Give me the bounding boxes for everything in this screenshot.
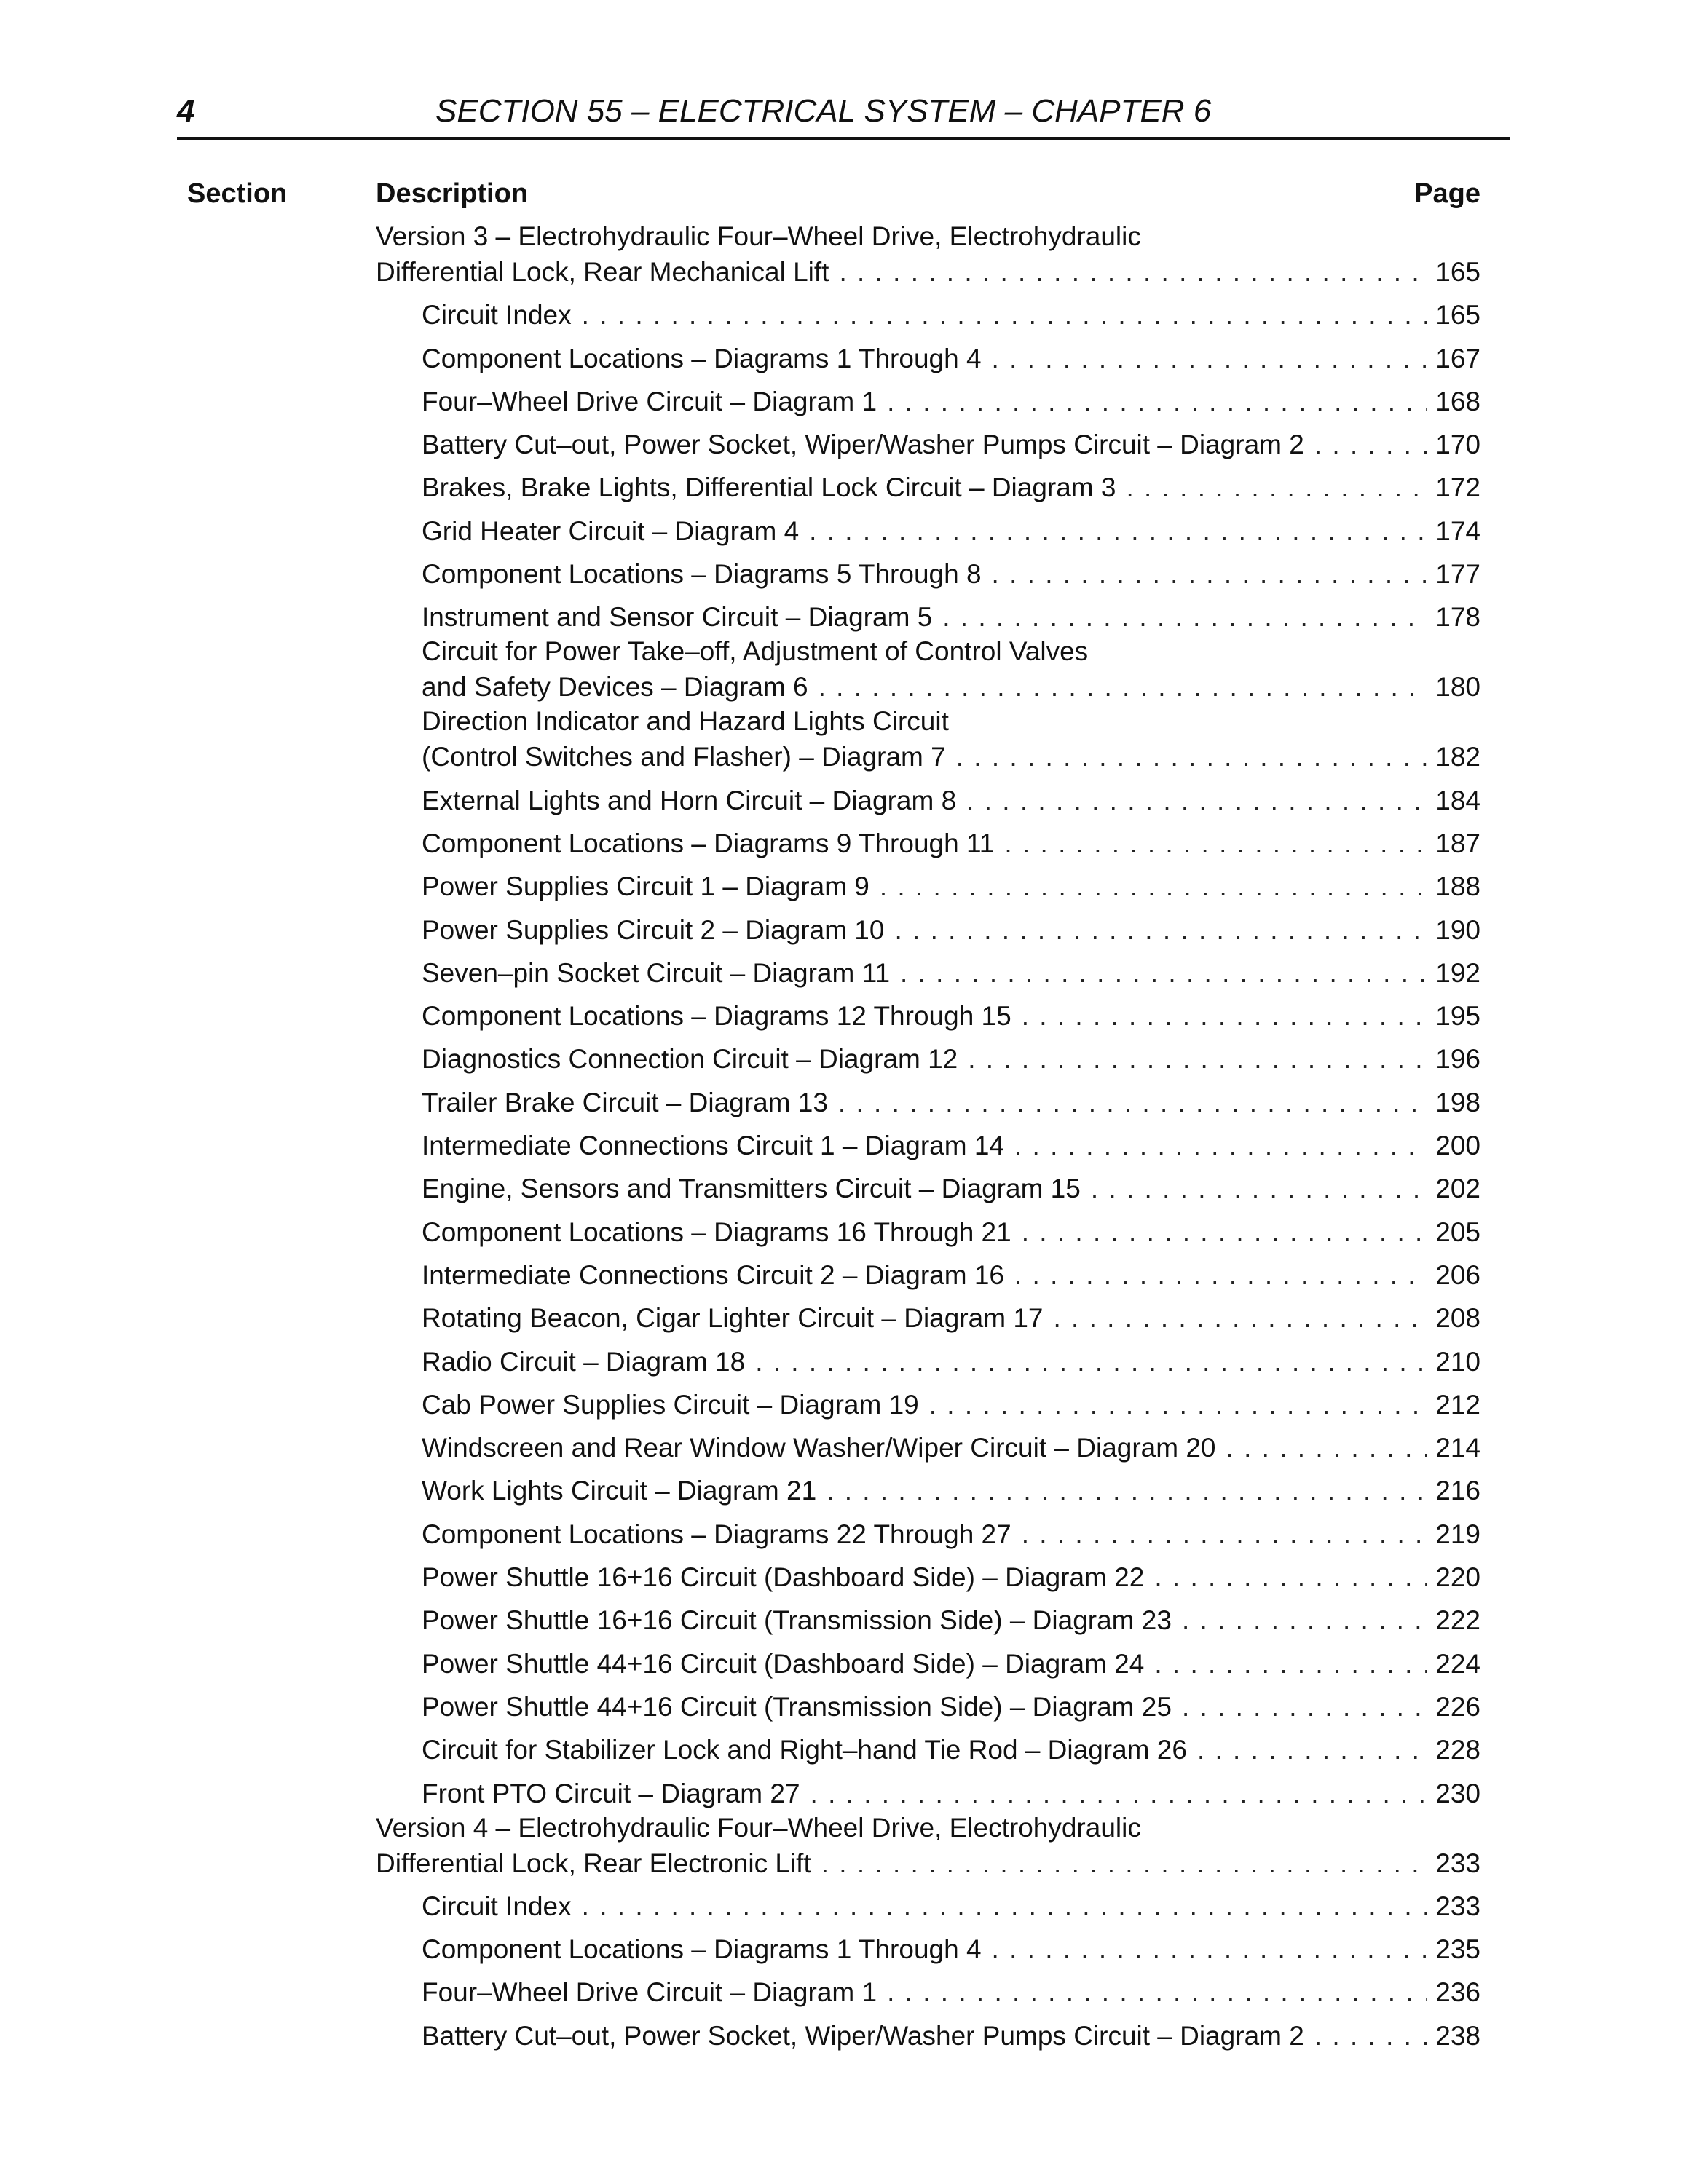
toc-entry-page: 174 (1435, 515, 1480, 546)
dot-leader (582, 301, 1427, 328)
toc-entry (0, 552, 1688, 595)
toc-entry-page: 236 (1435, 1977, 1480, 2008)
toc-entry (0, 1339, 1688, 1382)
toc-entry (0, 821, 1688, 864)
toc-entry-page: 165 (1435, 257, 1480, 287)
toc-entry (0, 864, 1688, 907)
dot-leader (1091, 1175, 1427, 1202)
toc-entry-label: Circuit Index (422, 1891, 572, 1921)
toc-entry-label: Component Locations – Diagrams 1 Through 4 (422, 1934, 982, 1965)
page-number: 4 (177, 93, 195, 129)
dot-leader (929, 1391, 1427, 1418)
toc-entry-label: and Safety Devices – Diagram 6 (422, 672, 808, 703)
toc-entry-label: Brakes, Brake Lights, Differential Lock Circuit – Diagram 3 (422, 472, 1116, 503)
toc-entry-page: 233 (1435, 1891, 1480, 1921)
toc-entry-label: Instrument and Sensor Circuit – Diagram 5 (422, 602, 933, 633)
toc-entry-label: Power Shuttle 16+16 Circuit (Dashboard Side) – Diagram 22 (422, 1562, 1145, 1593)
toc-entry (0, 708, 1688, 778)
toc-entry (0, 1927, 1688, 1970)
page-header (177, 93, 1510, 140)
toc-entry-page: 182 (1435, 742, 1480, 772)
toc-entry-page: 205 (1435, 1216, 1480, 1247)
toc-entry (0, 1728, 1688, 1770)
dot-leader (900, 960, 1427, 986)
toc-entry-label: Circuit for Stabilizer Lock and Right–hand Tie Rod – Diagram 26 (422, 1735, 1187, 1765)
toc-entry-label: Work Lights Circuit – Diagram 21 (422, 1476, 817, 1506)
toc-version-entry (0, 223, 1688, 293)
toc-entry (0, 2013, 1688, 2056)
toc-entry (0, 336, 1688, 379)
toc-entry-label: Seven–pin Socket Circuit – Diagram 11 (422, 957, 891, 988)
toc-entry (0, 1511, 1688, 1554)
table-of-contents (0, 223, 1688, 2057)
dot-leader (992, 1936, 1427, 1963)
toc-entry-page: 180 (1435, 672, 1480, 703)
dot-leader (894, 917, 1427, 943)
toc-entry (0, 422, 1688, 465)
toc-entry (0, 379, 1688, 422)
dot-leader (582, 1893, 1427, 1920)
toc-entry-page: 165 (1435, 300, 1480, 331)
toc-entry-page: 208 (1435, 1303, 1480, 1334)
toc-entry-label: Grid Heater Circuit – Diagram 4 (422, 515, 800, 546)
toc-entry-label: Diagnostics Connection Circuit – Diagram 12 (422, 1044, 958, 1075)
dot-leader (880, 873, 1427, 900)
toc-entry-page: 233 (1435, 1848, 1480, 1878)
toc-entry-page: 167 (1435, 343, 1480, 373)
dot-leader (887, 1979, 1427, 2006)
toc-entry-page: 170 (1435, 430, 1480, 460)
toc-entry (0, 994, 1688, 1037)
toc-entry (0, 1382, 1688, 1425)
dot-leader (1154, 1650, 1427, 1677)
toc-entry-page: 187 (1435, 828, 1480, 858)
dot-leader (1154, 1564, 1427, 1591)
dot-leader (1022, 1002, 1427, 1029)
toc-entry-page: 226 (1435, 1691, 1480, 1722)
toc-entry-page: 222 (1435, 1605, 1480, 1636)
toc-entry-label: Rotating Beacon, Cigar Lighter Circuit – Diagram 17 (422, 1303, 1044, 1334)
toc-entry (0, 638, 1688, 708)
toc-entry-label: (Control Switches and Flasher) – Diagram 7 (422, 742, 946, 772)
toc-entry-label: Power Shuttle 44+16 Circuit (Transmission Side) – Diagram 25 (422, 1691, 1172, 1722)
toc-entry-page: 224 (1435, 1648, 1480, 1679)
toc-entry (0, 595, 1688, 638)
toc-entry-page: 206 (1435, 1259, 1480, 1290)
toc-entry-page: 188 (1435, 871, 1480, 902)
toc-entry-page: 192 (1435, 957, 1480, 988)
dot-leader (942, 604, 1427, 630)
dot-leader (1182, 1607, 1427, 1634)
toc-entry-label: Front PTO Circuit – Diagram 27 (422, 1778, 800, 1808)
toc-entry (0, 1123, 1688, 1166)
dot-leader (821, 1850, 1427, 1877)
toc-entry (0, 1080, 1688, 1123)
toc-entry (0, 1037, 1688, 1080)
toc-entry (0, 293, 1688, 336)
toc-entry-label-line1: Circuit for Power Take–off, Adjustment of Control Valves (422, 636, 1089, 667)
toc-entry-page: 210 (1435, 1346, 1480, 1377)
toc-entry-page: 238 (1435, 2020, 1480, 2051)
toc-entry-label: Differential Lock, Rear Electronic Lift (376, 1848, 811, 1878)
column-header-description: Description (376, 178, 529, 209)
toc-entry-label: Differential Lock, Rear Mechanical Lift (376, 257, 829, 287)
dot-leader (956, 743, 1427, 770)
toc-entry-label: Component Locations – Diagrams 9 Through 11 (422, 828, 995, 858)
dot-leader (1014, 1262, 1427, 1289)
toc-entry-page: 195 (1435, 1001, 1480, 1032)
toc-entry (0, 1166, 1688, 1209)
dot-leader (1182, 1693, 1427, 1720)
dot-leader (755, 1348, 1427, 1375)
toc-entry-label: Windscreen and Rear Window Washer/Wiper Circuit – Diagram 20 (422, 1433, 1216, 1463)
dot-leader (838, 1089, 1427, 1116)
toc-version-entry (0, 1814, 1688, 1884)
toc-entry-label: Component Locations – Diagrams 12 Through 15 (422, 1001, 1011, 1032)
dot-leader (992, 561, 1427, 587)
dot-leader (887, 388, 1427, 415)
dot-leader (1314, 2022, 1427, 2049)
toc-entry-label: Battery Cut–out, Power Socket, Wiper/Washer Pumps Circuit – Diagram 2 (422, 430, 1304, 460)
dot-leader (992, 345, 1427, 372)
toc-entry (0, 1209, 1688, 1252)
toc-entry (0, 1253, 1688, 1296)
toc-entry (0, 907, 1688, 950)
toc-entry-label: Component Locations – Diagrams 5 Through 8 (422, 559, 982, 590)
toc-entry-label: Power Supplies Circuit 1 – Diagram 9 (422, 871, 869, 902)
toc-entry-label: Intermediate Connections Circuit 1 – Diagram 14 (422, 1131, 1004, 1161)
dot-leader (1022, 1219, 1427, 1246)
dot-leader (1197, 1736, 1427, 1763)
toc-entry (0, 508, 1688, 551)
toc-entry-page: 216 (1435, 1476, 1480, 1506)
toc-entry (0, 1884, 1688, 1927)
toc-entry-page: 172 (1435, 472, 1480, 503)
toc-entry (0, 1641, 1688, 1684)
toc-entry-page: 235 (1435, 1934, 1480, 1965)
toc-entry-label: Engine, Sensors and Transmitters Circuit – Diagram 15 (422, 1174, 1081, 1204)
toc-entry (0, 1425, 1688, 1468)
toc-entry-label: Four–Wheel Drive Circuit – Diagram 1 (422, 386, 877, 416)
toc-entry-page: 202 (1435, 1174, 1480, 1204)
dot-leader (1014, 1132, 1427, 1159)
toc-entry-page: 228 (1435, 1735, 1480, 1765)
toc-entry (0, 1685, 1688, 1728)
toc-entry-label: Circuit Index (422, 300, 572, 331)
dot-leader (809, 518, 1427, 545)
toc-entry (0, 1970, 1688, 2013)
toc-entry-label: Power Shuttle 44+16 Circuit (Dashboard Side) – Diagram 24 (422, 1648, 1145, 1679)
toc-entry (0, 951, 1688, 994)
dot-leader (839, 258, 1427, 285)
toc-entry-label: Component Locations – Diagrams 1 Through 4 (422, 343, 982, 373)
toc-entry-page: 214 (1435, 1433, 1480, 1463)
toc-entry (0, 465, 1688, 508)
toc-entry-label: Four–Wheel Drive Circuit – Diagram 1 (422, 1977, 877, 2008)
toc-entry (0, 1468, 1688, 1511)
toc-entry (0, 778, 1688, 820)
toc-entry-page: 200 (1435, 1131, 1480, 1161)
toc-entry-label: External Lights and Horn Circuit – Diagram 8 (422, 785, 957, 815)
toc-entry-page: 212 (1435, 1389, 1480, 1420)
toc-entry-page: 220 (1435, 1562, 1480, 1593)
dot-leader (1004, 830, 1427, 857)
toc-entry (0, 1598, 1688, 1641)
toc-entry-page: 230 (1435, 1778, 1480, 1808)
toc-entry-label: Cab Power Supplies Circuit – Diagram 19 (422, 1389, 919, 1420)
toc-entry-label: Radio Circuit – Diagram 18 (422, 1346, 746, 1377)
toc-entry-page: 198 (1435, 1087, 1480, 1117)
toc-entry-label: Intermediate Connections Circuit 2 – Diagram 16 (422, 1259, 1004, 1290)
column-header-page: Page (1414, 178, 1480, 209)
toc-entry-label-line1: Direction Indicator and Hazard Lights Circuit (422, 706, 949, 737)
page-title: SECTION 55 – ELECTRICAL SYSTEM – CHAPTER 6 (435, 93, 1212, 129)
toc-entry-label: Power Shuttle 16+16 Circuit (Transmission Side) – Diagram 23 (422, 1605, 1172, 1636)
toc-entry-page: 168 (1435, 386, 1480, 416)
dot-leader (1226, 1434, 1427, 1461)
dot-leader (968, 1045, 1427, 1072)
dot-leader (1127, 474, 1427, 501)
toc-entry-page: 177 (1435, 559, 1480, 590)
dot-leader (1053, 1305, 1427, 1332)
toc-entry-label: Component Locations – Diagrams 22 Through 27 (422, 1519, 1011, 1549)
toc-entry-label: Trailer Brake Circuit – Diagram 13 (422, 1087, 828, 1117)
dot-leader (1022, 1521, 1427, 1548)
dot-leader (827, 1477, 1427, 1504)
toc-entry-label-line1: Version 3 – Electrohydraulic Four–Wheel Drive, Electrohydraulic (376, 221, 1141, 251)
toc-entry-page: 190 (1435, 914, 1480, 945)
toc-entry-label: Power Supplies Circuit 2 – Diagram 10 (422, 914, 885, 945)
dot-leader (1314, 431, 1427, 458)
toc-entry-label: Component Locations – Diagrams 16 Through 21 (422, 1216, 1011, 1247)
toc-entry-label: Battery Cut–out, Power Socket, Wiper/Washer Pumps Circuit – Diagram 2 (422, 2020, 1304, 2051)
dot-leader (966, 787, 1427, 814)
toc-entry (0, 1770, 1688, 1813)
toc-entry (0, 1296, 1688, 1339)
dot-leader (811, 1780, 1427, 1807)
toc-entry-page: 219 (1435, 1519, 1480, 1549)
column-header-section: Section (187, 178, 288, 209)
toc-entry-page: 184 (1435, 785, 1480, 815)
toc-entry-label-line1: Version 4 – Electrohydraulic Four–Wheel Drive, Electrohydraulic (376, 1812, 1141, 1843)
dot-leader (819, 673, 1427, 700)
toc-entry (0, 1555, 1688, 1598)
toc-entry-page: 196 (1435, 1044, 1480, 1075)
toc-entry-page: 178 (1435, 602, 1480, 633)
